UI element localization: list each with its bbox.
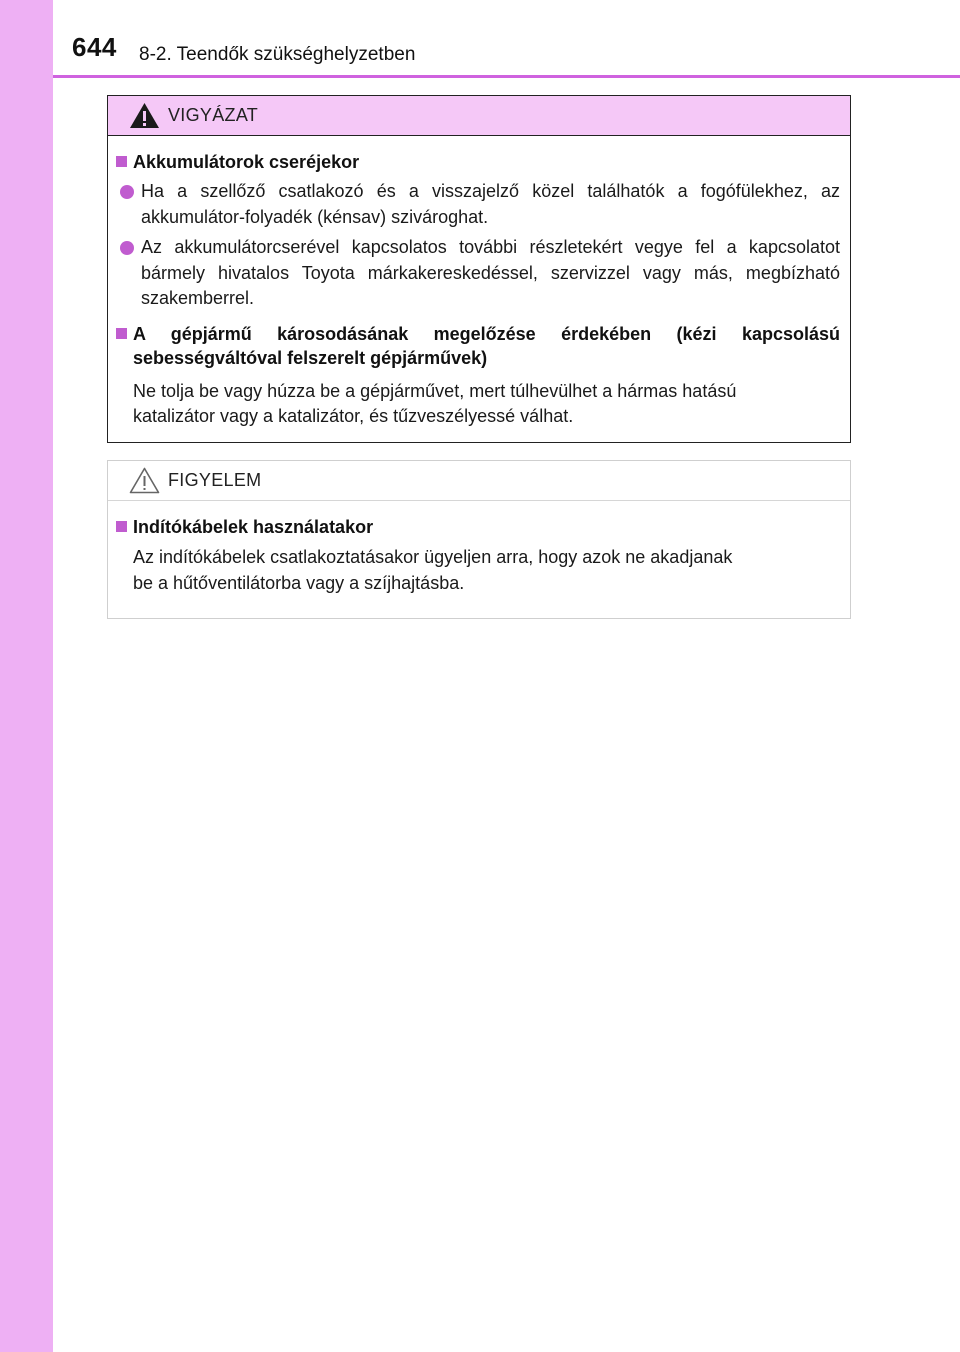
list-item [116, 179, 840, 230]
warning-box-header [108, 96, 850, 136]
page-number: 644 [72, 32, 117, 62]
notice-box-header [108, 461, 850, 501]
notice-label: FIGYELEM [168, 470, 262, 490]
notice-box-body [108, 501, 850, 596]
text-line: Az indítókábelek csatlakoztatásakor ügyeljen arra, hogy azok ne akadjanak [133, 547, 733, 567]
warning-section1-title: Akkumulátorok cseréjekor [133, 152, 360, 172]
notice-box [107, 460, 851, 619]
warning-section2-text [116, 379, 840, 430]
warning-section2-title: A gépjármű károsodásának megelőzése érdekében (kézi kapcsolású sebességváltóval felszerelt gépjárművek) [133, 323, 840, 368]
section-title: 8-2. Teendők szükséghelyzetben [139, 44, 416, 65]
square-bullet-icon [116, 328, 127, 339]
header-rule [53, 75, 960, 78]
warning-section-heading [116, 150, 840, 174]
warning-box-body [108, 136, 850, 430]
warning-section-heading [116, 322, 840, 370]
list-item-text: Ha a szellőző csatlakozó és a visszajelző közel találhatók a fogófülekhez, az akkumulátor-folyadék (kénsav) szivároghat. [141, 181, 840, 227]
warning-label: VIGYÁZAT [168, 105, 259, 125]
circle-bullet-icon [120, 185, 134, 199]
side-color-band [0, 0, 53, 1352]
list-item-text: Az akkumulátorcserével kapcsolatos további részletekért vegye fel a kapcsolatot bármely hivatalos Toyota márkakereskedéssel, szervizzel vagy más, megbízható szakemberrel. [141, 237, 840, 308]
list-item [116, 235, 840, 312]
square-bullet-icon [116, 156, 127, 167]
notice-section1-title: Indítókábelek használatakor [133, 517, 374, 537]
text-line: be a hűtőventilátorba vagy a szíjhajtásba. [133, 572, 465, 593]
warning-outline-icon [129, 467, 160, 494]
square-bullet-icon [116, 521, 127, 532]
warning-filled-icon [129, 102, 160, 129]
notice-section-heading [116, 515, 840, 539]
text-line: katalizátor vagy a katalizátor, és tűzveszélyessé válhat. [133, 406, 574, 426]
text-line: Ne tolja be vagy húzza be a gépjárművet, mert túlhevülhet a hármas hatású [133, 380, 737, 401]
warning-box [107, 95, 851, 443]
notice-section1-text [116, 545, 840, 596]
circle-bullet-icon [120, 241, 134, 255]
page-header [0, 0, 960, 80]
